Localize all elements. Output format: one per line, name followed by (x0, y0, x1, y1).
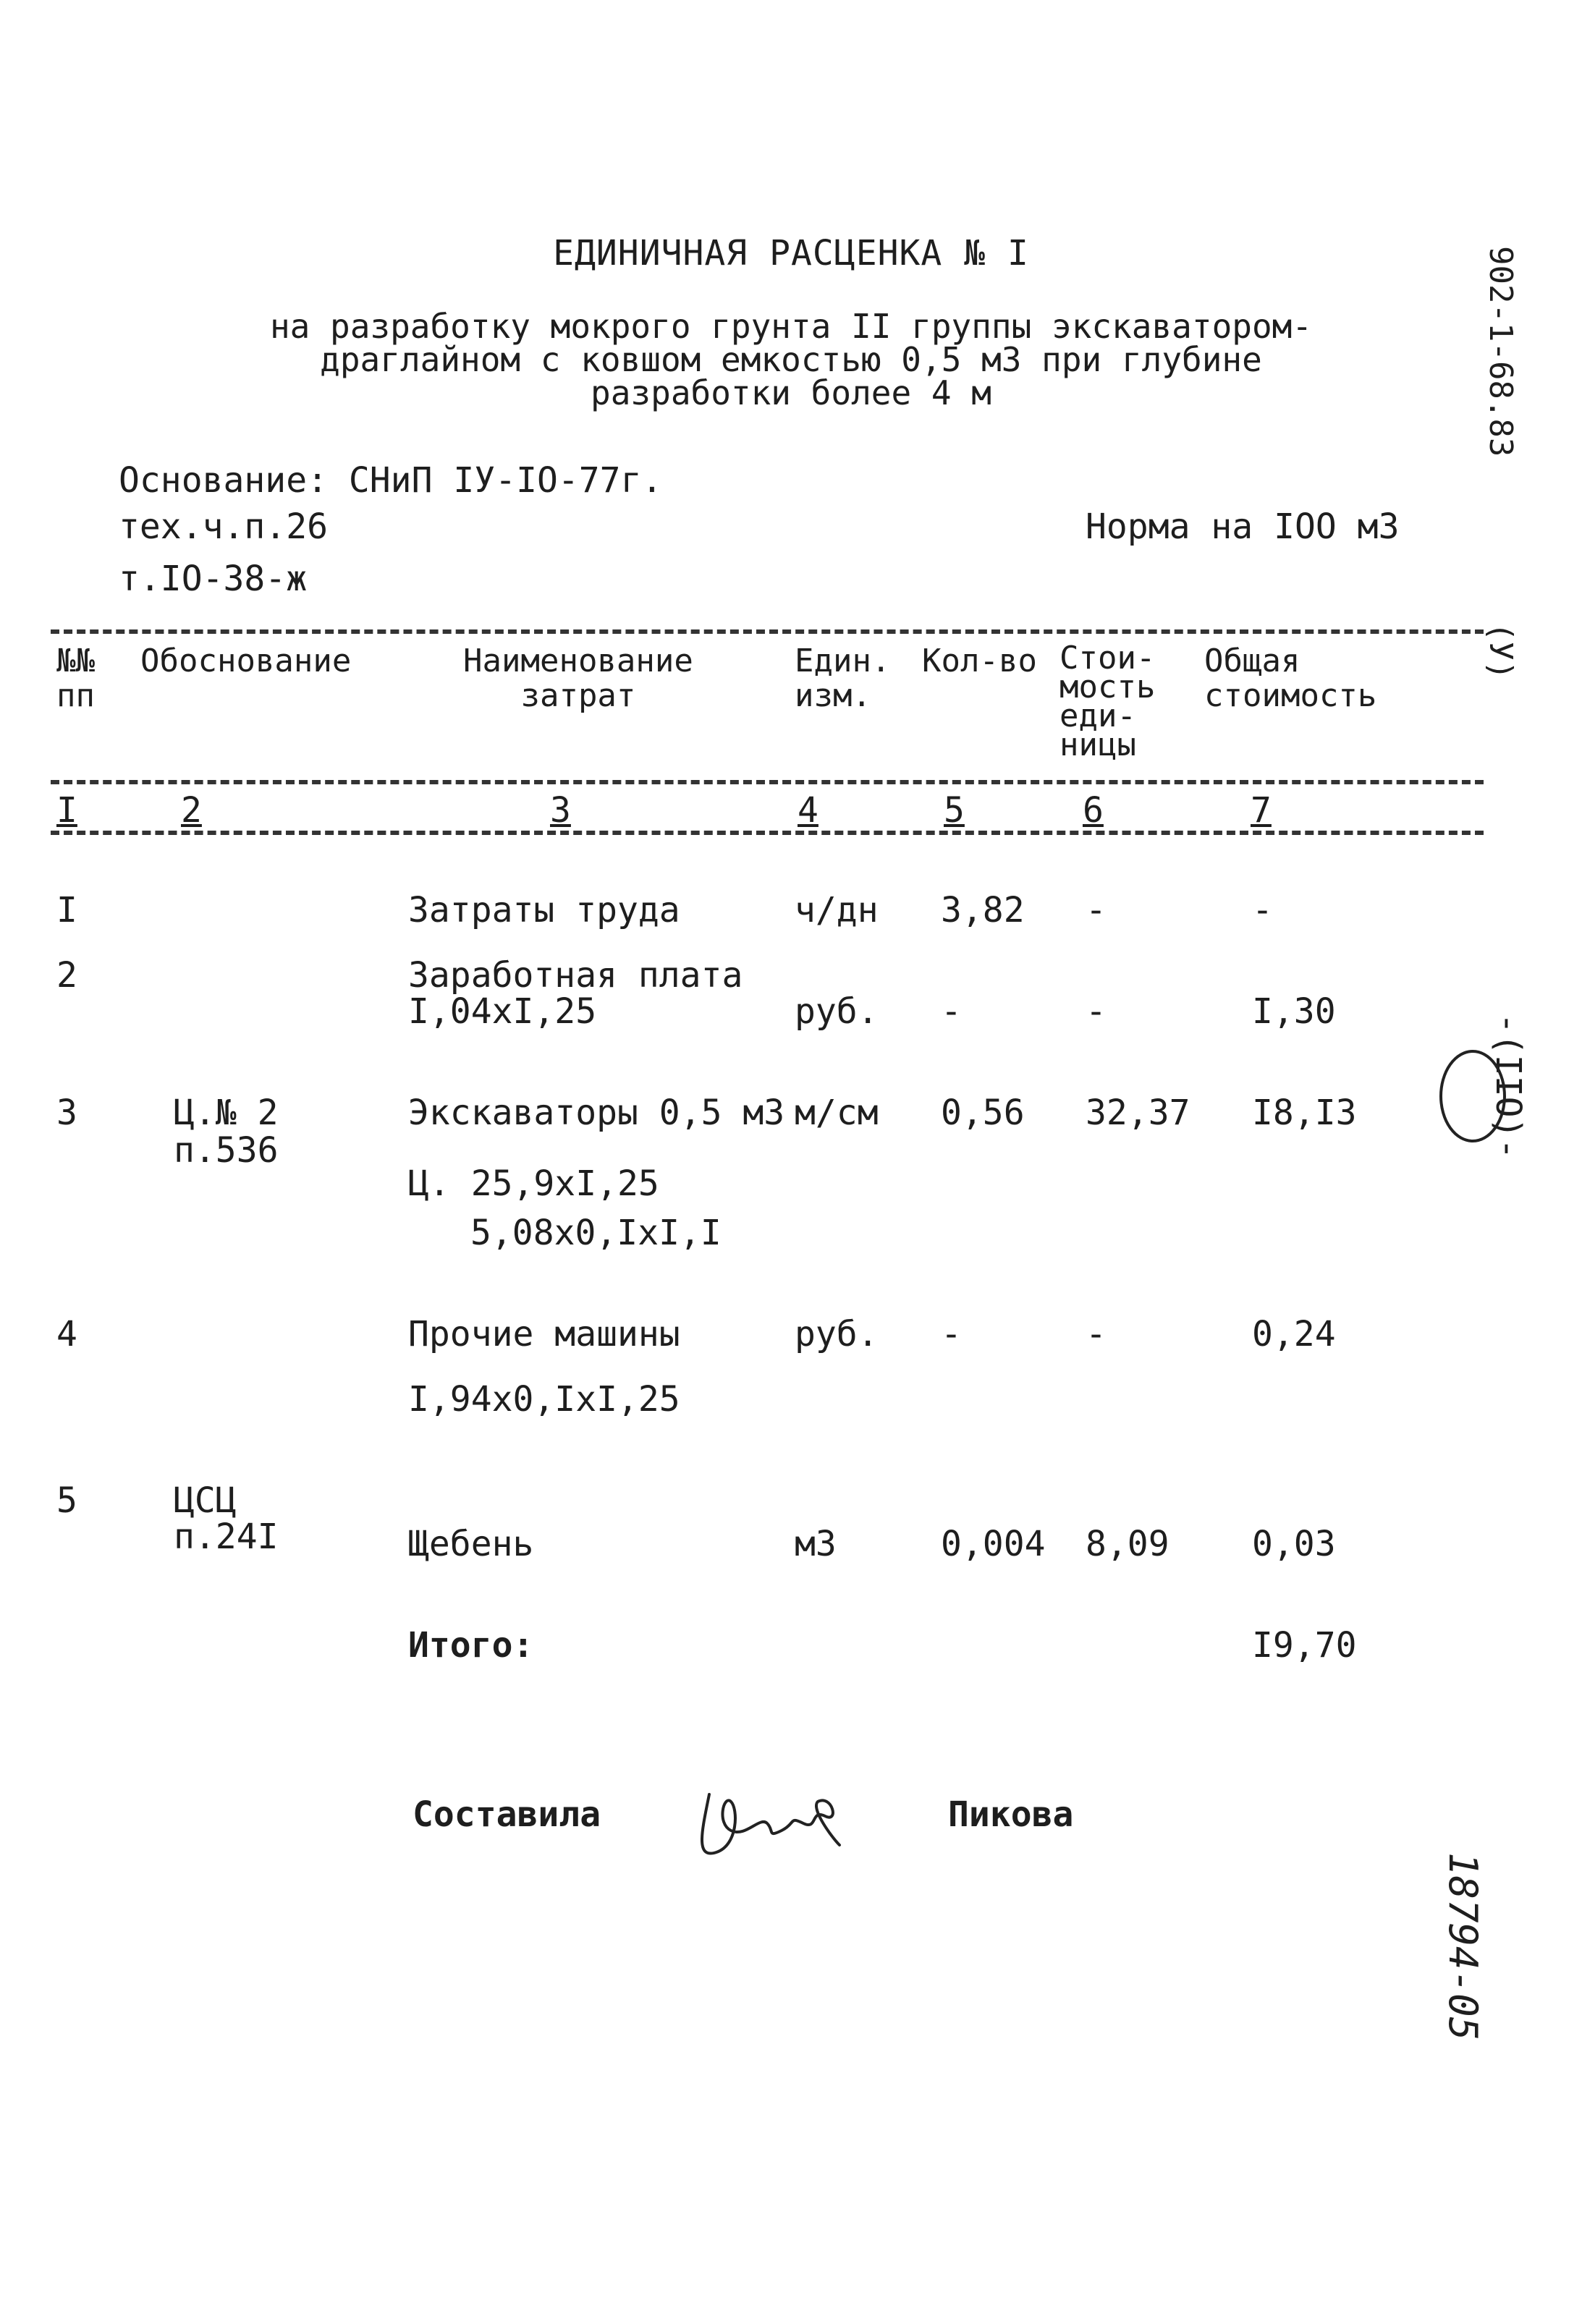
col-number: 6 (1083, 790, 1104, 831)
row-total: 0,24 (1252, 1314, 1336, 1354)
header-total: Общая стоимость (1204, 643, 1377, 714)
margin-page-number: -(IIO)- (1488, 1013, 1528, 1160)
row-qty: - (941, 991, 962, 1032)
row-name: Экскаваторы 0,5 м3 (408, 1093, 785, 1133)
basis-line-2: тех.ч.п.26 (119, 506, 328, 547)
subtitle-line-3: разработки более 4 м (591, 373, 991, 412)
header-mid-rule (51, 780, 1484, 784)
row-num: 5 (56, 1480, 77, 1521)
row-name: Щебень (408, 1524, 534, 1564)
row-total: I,30 (1252, 991, 1336, 1032)
row-unit-cost: - (1086, 991, 1107, 1032)
header-qty: Кол-во (922, 643, 1037, 679)
header-top-rule (51, 629, 1484, 634)
basis-line-1: Основание: СНиП IУ-IO-77г. (119, 460, 663, 501)
row-unit-cost: - (1086, 1314, 1107, 1354)
row-unit: м3 (795, 1524, 837, 1564)
col-number: 7 (1251, 790, 1272, 831)
col-number: 3 (550, 790, 571, 831)
margin-code-bottom: 18794-05 (1440, 1852, 1486, 2041)
row-qty: 0,56 (941, 1093, 1025, 1133)
norm-label: Норма на IOO м3 (1086, 506, 1400, 547)
page-number-circle-icon (1433, 1042, 1513, 1150)
row-name: Заработная плата (408, 955, 743, 996)
row-total: - (1252, 890, 1273, 930)
col-number: 2 (181, 790, 202, 831)
row-num: 4 (56, 1314, 77, 1354)
header-bottom-rule (51, 831, 1484, 835)
header-unit-cost: Стои- мость еди- ницы (1059, 640, 1156, 763)
row-unit-cost: 32,37 (1086, 1093, 1190, 1133)
compiled-name: Пикова (948, 1794, 1074, 1835)
header-basis: Обоснование (140, 643, 352, 679)
margin-code-top: 902-1-68.83 (1482, 246, 1519, 457)
row-num: 3 (56, 1093, 77, 1133)
document-title: ЕДИНИЧНАЯ РАСЦЕНКА № I (553, 233, 1029, 273)
row-unit-cost: 8,09 (1086, 1524, 1169, 1564)
row-qty: 3,82 (941, 890, 1025, 930)
total-value: I9,70 (1252, 1625, 1357, 1666)
row-calc-2: 5,08x0,IxI,I (470, 1213, 722, 1253)
row-unit-cost: - (1086, 890, 1107, 930)
row-unit: руб. (795, 1314, 879, 1354)
col-number: I (56, 790, 77, 831)
row-total: 0,03 (1252, 1524, 1336, 1564)
subtitle-line-1: на разработку мокрого грунта II группы экскаватором- (269, 307, 1313, 346)
total-label: Итого: (408, 1625, 534, 1666)
row-basis-ref: п.536 (174, 1130, 279, 1171)
col-number: 5 (944, 790, 965, 831)
row-calc-1: Ц. 25,9xI,25 (408, 1163, 659, 1204)
compiled-label: Составила (413, 1794, 601, 1835)
signature-icon (688, 1765, 861, 1867)
row-name: Прочие машины (408, 1314, 680, 1354)
header-unit: Един. изм. (795, 643, 891, 714)
row-calc-1: I,94x0,IxI,25 (408, 1379, 680, 1420)
row-unit: м/см (795, 1093, 879, 1133)
row-name: Затраты труда (408, 890, 680, 930)
row-num: I (56, 890, 77, 930)
subtitle-line-2: драглайном с ковшом емкостью 0,5 м3 при глубине (320, 340, 1262, 379)
row-basis: ЦСЦ (174, 1480, 237, 1521)
margin-letter: (У) (1482, 622, 1519, 680)
row-unit: ч/дн (795, 890, 879, 930)
col-number: 4 (798, 790, 819, 831)
row-qty: - (941, 1314, 962, 1354)
row-total: I8,I3 (1252, 1093, 1357, 1133)
row-basis: Ц.№ 2 (174, 1093, 279, 1133)
row-qty: 0,004 (941, 1524, 1046, 1564)
row-basis-ref: п.24I (174, 1517, 279, 1557)
row-name-formula: I,04xI,25 (408, 991, 597, 1032)
row-num: 2 (56, 955, 77, 996)
row-unit: руб. (795, 991, 879, 1032)
header-name: Наименование затрат (463, 643, 693, 714)
basis-line-3: т.IO-38-ж (119, 559, 308, 599)
header-num: №№ пп (56, 643, 95, 714)
